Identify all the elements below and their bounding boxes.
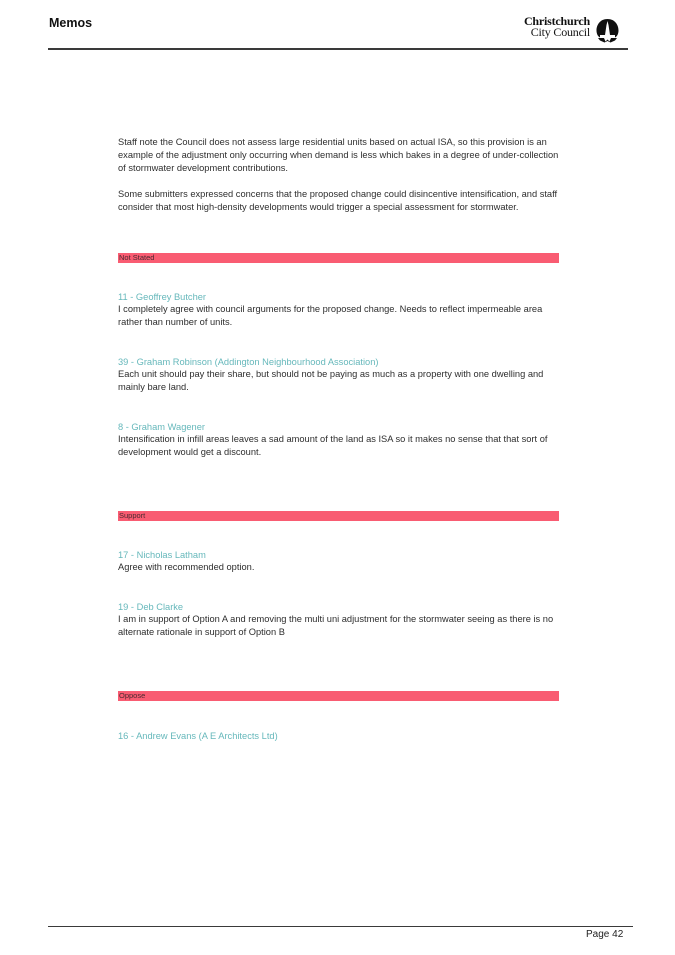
submission	[118, 291, 560, 329]
submission	[118, 549, 560, 574]
header-title: Memos	[49, 16, 93, 30]
submission	[118, 601, 560, 639]
submission-comment: Intensification in infill areas leaves a sad amount of the land as ISA so it makes no sense that that sort of development would get a discount.	[118, 434, 548, 457]
submitter-name: 11 - Geoffrey Butcher	[118, 292, 207, 302]
intro-paragraph: Some submitters expressed concerns that the proposed change could disincentive intensification, and staff consider that most high-density developments would trigger a special assessment for stormwater.	[118, 189, 558, 212]
logo-line-2: City Council	[530, 25, 590, 39]
intro-text	[118, 136, 560, 214]
page-number: Page 42	[586, 929, 624, 940]
section-header-oppose: Oppose	[118, 691, 559, 701]
christchurch-cathedral-logo-icon	[595, 18, 620, 43]
footer-divider	[48, 926, 633, 927]
intro-paragraph: Staff note the Council does not assess large residential units based on actual ISA, so this provision is an example of the adjustment only occurring when demand is less which bakes in a degree of under-collection of stormwater development contributions.	[118, 137, 559, 173]
header-divider	[48, 48, 628, 50]
christchurch-city-council-logo	[515, 16, 620, 46]
submission-comment: I completely agree with council arguments for the proposed change. Needs to reflect impermeable area rather than number of units.	[118, 304, 543, 327]
submitter-name: 19 - Deb Clarke	[118, 602, 184, 612]
submission	[118, 421, 560, 459]
submitter-name: 8 - Graham Wagener	[118, 422, 205, 432]
submitter-name: 39 - Graham Robinson (Addington Neighbourhood Association)	[118, 357, 379, 367]
submission-comment: I am in support of Option A and removing the multi uni adjustment for the stormwater seeing as there is no alternate rationale in support of Option B	[118, 614, 554, 637]
section-header-not-stated: Not Stated	[118, 253, 559, 263]
submission-comment: Agree with recommended option.	[118, 562, 255, 572]
logo-text	[524, 16, 590, 38]
submission	[118, 356, 560, 394]
submitter-name: 16 - Andrew Evans (A E Architects Ltd)	[118, 731, 278, 741]
submission	[118, 730, 560, 742]
section-header-support: Support	[118, 511, 559, 521]
logo-line-1: Christchurch	[523, 14, 590, 28]
submitter-name: 17 - Nicholas Latham	[118, 550, 206, 560]
submission-comment: Each unit should pay their share, but should not be paying as much as a property with one dwelling and mainly bare land.	[118, 369, 544, 392]
